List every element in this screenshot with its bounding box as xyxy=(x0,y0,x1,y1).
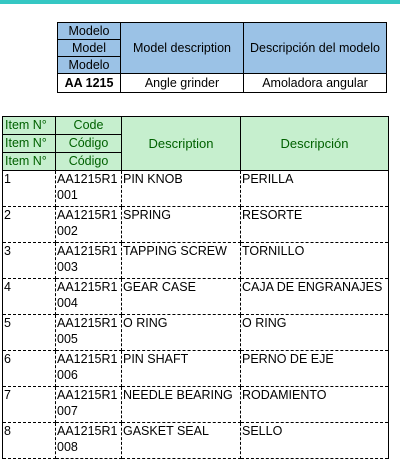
table-row xyxy=(3,315,389,351)
item-number: 2 xyxy=(3,207,56,243)
item-number: 6 xyxy=(3,351,56,387)
table-row xyxy=(3,423,389,459)
table-row xyxy=(3,207,389,243)
part-description-en: O RING xyxy=(122,315,241,351)
table-row xyxy=(3,171,389,207)
part-code: AA1215R1 008 xyxy=(56,423,122,459)
code-header: Code xyxy=(56,117,122,135)
part-description-es: CAJA DE ENGRANAJES xyxy=(241,279,389,315)
model-code: AA 1215 xyxy=(58,74,121,93)
part-description-es: RESORTE xyxy=(241,207,389,243)
part-description-en: SPRING xyxy=(122,207,241,243)
model-table xyxy=(57,22,387,93)
code-header-pt: Código xyxy=(56,153,122,171)
part-description-es: PERNO DE EJE xyxy=(241,351,389,387)
part-description-en: GASKET SEAL xyxy=(122,423,241,459)
parts-table xyxy=(2,116,389,459)
part-description-es: O RING xyxy=(241,315,389,351)
model-description-header: Model description xyxy=(121,23,244,74)
item-number-header-pt: Item N° xyxy=(3,153,56,171)
top-accent-bar xyxy=(0,0,400,4)
item-number: 7 xyxy=(3,387,56,423)
part-code: AA1215R1 003 xyxy=(56,243,122,279)
model-label-pt: Modelo xyxy=(58,57,121,74)
part-description-en: PIN KNOB xyxy=(122,171,241,207)
part-code: AA1215R1 007 xyxy=(56,387,122,423)
table-row xyxy=(3,279,389,315)
description-header: Description xyxy=(122,117,241,171)
table-row xyxy=(3,351,389,387)
item-number: 5 xyxy=(3,315,56,351)
item-number: 4 xyxy=(3,279,56,315)
part-code: AA1215R1 005 xyxy=(56,315,122,351)
part-description-es: PERILLA xyxy=(241,171,389,207)
model-label-es: Modelo xyxy=(58,23,121,40)
model-description-en: Angle grinder xyxy=(121,74,244,93)
model-label-en: Model xyxy=(58,40,121,57)
descripcion-modelo-header: Descripción del modelo xyxy=(244,23,387,74)
code-header-es: Código xyxy=(56,135,122,153)
descripcion-header: Descripción xyxy=(241,117,389,171)
item-number-header-es: Item N° xyxy=(3,135,56,153)
table-row xyxy=(3,243,389,279)
part-description-en: GEAR CASE xyxy=(122,279,241,315)
table-row xyxy=(3,387,389,423)
part-code: AA1215R1 001 xyxy=(56,171,122,207)
item-number: 3 xyxy=(3,243,56,279)
part-description-en: NEEDLE BEARING xyxy=(122,387,241,423)
item-number: 1 xyxy=(3,171,56,207)
part-description-es: RODAMIENTO xyxy=(241,387,389,423)
part-description-es: SELLO xyxy=(241,423,389,459)
model-description-es: Amoladora angular xyxy=(244,74,387,93)
item-number-header: Item N° xyxy=(3,117,56,135)
item-number: 8 xyxy=(3,423,56,459)
part-code: AA1215R1 004 xyxy=(56,279,122,315)
part-description-es: TORNILLO xyxy=(241,243,389,279)
part-description-en: TAPPING SCREW xyxy=(122,243,241,279)
part-code: AA1215R1 006 xyxy=(56,351,122,387)
part-description-en: PIN SHAFT xyxy=(122,351,241,387)
part-code: AA1215R1 002 xyxy=(56,207,122,243)
